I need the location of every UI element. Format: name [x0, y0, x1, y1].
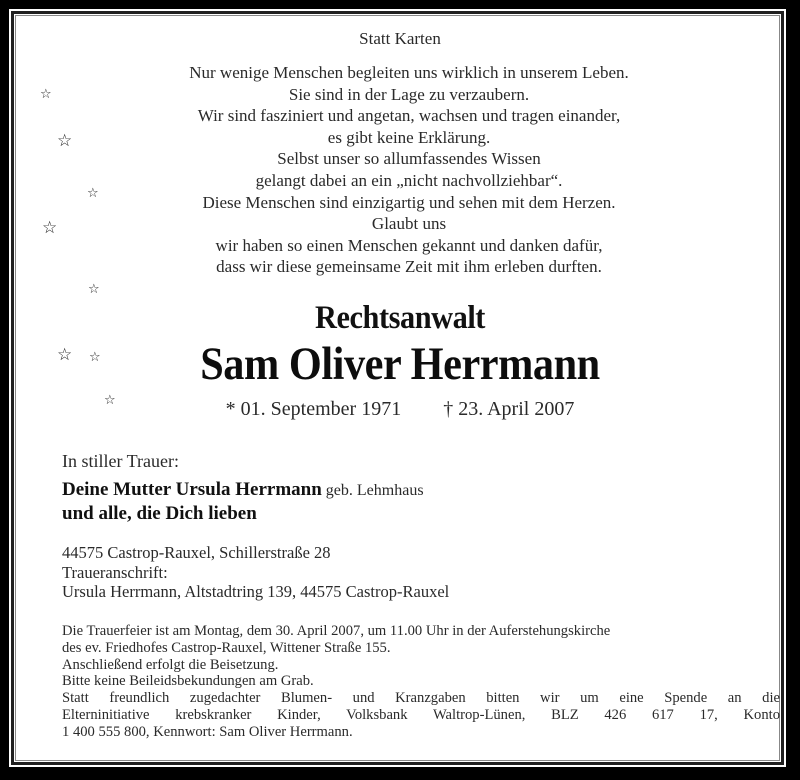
poem-line: Diese Menschen sind einzigartig und sehen mit dem Herzen. [202, 192, 616, 212]
poem-line: Nur wenige Menschen begleiten uns wirklich in unserem Leben. [189, 63, 629, 82]
death-date: † 23. April 2007 [443, 398, 575, 420]
star-icon: ☆ [104, 393, 116, 408]
mourners [62, 478, 424, 525]
poem-line: dass wir diese gemeinsame Zeit mit ihm erleben durften. [216, 257, 602, 277]
mourner-line-1 [62, 478, 424, 502]
poem-line: wir haben so einen Menschen gekannt und danken dafür, [215, 235, 603, 255]
address-line: Traueranschrift: [62, 562, 168, 582]
funeral-details [62, 623, 780, 741]
details-line: 1 400 555 800, Kennwort: Sam Oliver Herrmann. [62, 723, 353, 740]
header-statt-karten: Statt Karten [359, 29, 441, 48]
star-icon: ☆ [57, 345, 73, 365]
poem-line: Sie sind in der Lage zu verzaubern. [288, 84, 530, 104]
birth-date: * 01. September 1971 [225, 398, 402, 420]
address-block [62, 543, 449, 602]
details-line: Statt freundlich zugedachter Blumen- und Kranzgaben bitten wir um eine Spende an die [62, 690, 780, 707]
star-icon: ☆ [57, 131, 73, 151]
life-dates [0, 398, 800, 421]
poem-line: es gibt keine Erklärung. [327, 127, 491, 147]
poem-line: Selbst unser so allumfassendes Wissen [277, 149, 541, 169]
mourner-mother: Deine Mutter Ursula Herrmann [62, 479, 322, 500]
mourner-line-2 [62, 502, 424, 525]
address-line: 44575 Castrop-Rauxel, Schillerstraße 28 [62, 543, 331, 562]
star-icon: ☆ [89, 350, 101, 365]
details-line: Elterninitiative krebskranker Kinder, Volksbank Waltrop-Lünen, BLZ 426 617 17, Konto [62, 706, 780, 723]
details-line: des ev. Friedhofes Castrop-Rauxel, Wittener Straße 155. [62, 639, 391, 656]
poem [0, 62, 800, 278]
details-line: Die Trauerfeier ist am Montag, dem 30. April 2007, um 11.00 Uhr in der Auferstehungskirche [62, 623, 611, 639]
details-line: Bitte keine Beileidsbekundungen am Grab. [62, 673, 314, 690]
mourner-others: und alle, die Dich lieben [62, 503, 257, 524]
poem-line: Wir sind fasziniert und angetan, wachsen und tragen einander, [197, 106, 621, 126]
star-icon: ☆ [40, 87, 52, 102]
address-line: Ursula Herrmann, Altstadtring 139, 44575 Castrop-Rauxel [62, 582, 450, 601]
poem-line: gelangt dabei an ein „nicht nachvollziehbar“. [255, 170, 563, 190]
details-line: Anschließend erfolgt die Beisetzung. [62, 656, 279, 673]
profession-title: Rechtsanwalt [315, 300, 485, 336]
mourning-label: In stiller Trauer: [62, 451, 179, 471]
star-icon: ☆ [87, 186, 99, 201]
star-icon: ☆ [42, 218, 58, 238]
deceased-name: Sam Oliver Herrmann [200, 338, 600, 390]
star-icon: ☆ [88, 282, 100, 297]
poem-line: Glaubt uns [371, 214, 447, 234]
maiden-name: geb. Lehmhaus [321, 482, 424, 499]
